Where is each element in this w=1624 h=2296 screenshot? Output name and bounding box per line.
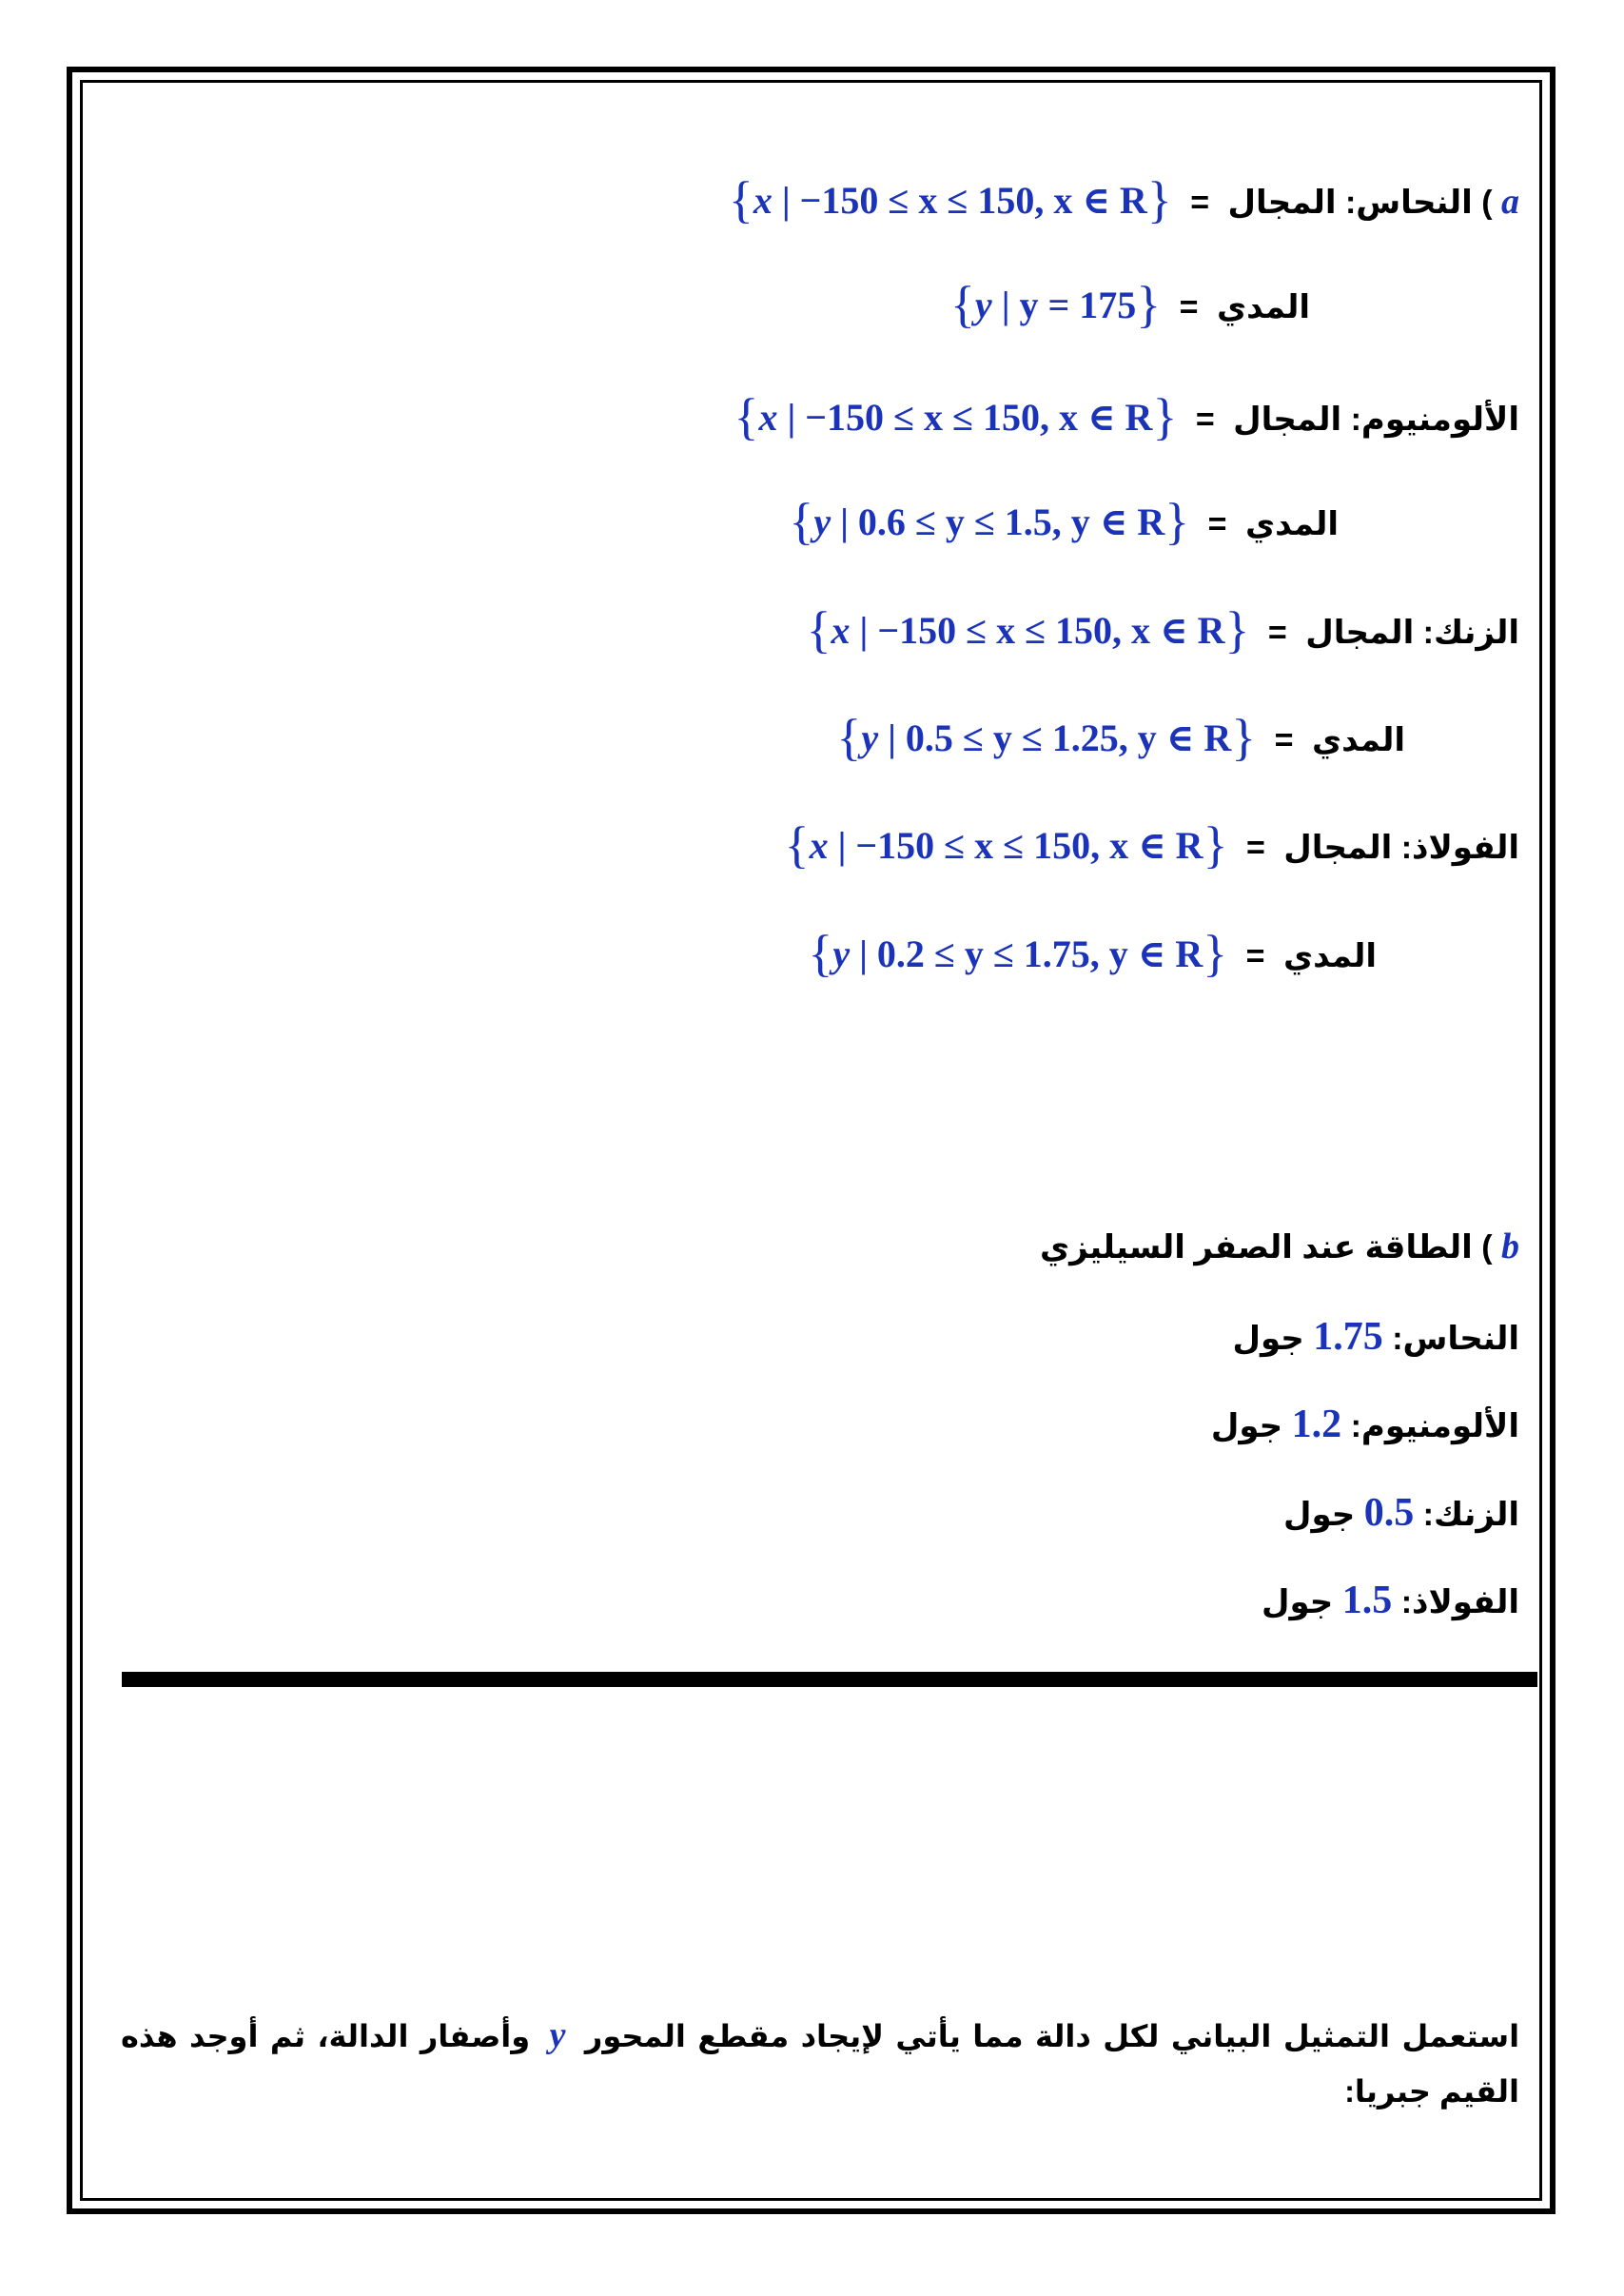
- energy-unit: جول: [1210, 1408, 1283, 1444]
- energy-unit: جول: [1232, 1321, 1304, 1357]
- energy-value: 1.5: [1341, 1579, 1393, 1622]
- instruction-paragraph: [121, 2008, 1519, 2119]
- aluminum-domain-label: الألومنيوم: المجال: [1233, 402, 1519, 438]
- part-b-title-line: [1040, 1218, 1519, 1276]
- zinc-range-line: المدي = {y | 0.5 ≤ y ≤ 1.25, y ∈ R}: [836, 709, 1405, 766]
- energy-value: 1.2: [1291, 1403, 1342, 1446]
- part-a-paren: ): [1481, 185, 1493, 221]
- energy-value: 0.5: [1363, 1491, 1415, 1535]
- zinc-domain-line: الزنك: المجال = {x | −150 ≤ x ≤ 150, x ∈ R}: [806, 601, 1519, 658]
- energy-label: الزنك:: [1422, 1497, 1519, 1533]
- aluminum-range-set: {y | 0.6 ≤ y ≤ 1.5, y ∈ R}: [789, 493, 1190, 550]
- aluminum-domain-line: الألومنيوم: المجال = {x | −150 ≤ x ≤ 150, x ∈ R}: [734, 388, 1519, 445]
- energy-value: 1.75: [1313, 1315, 1383, 1359]
- part-a-letter: a: [1501, 182, 1519, 222]
- part-b-letter: b: [1501, 1226, 1519, 1266]
- instruction-text-start: استعمل التمثيل البياني لكل دالة مما يأتي لإيجاد مقطع المحور: [584, 2019, 1520, 2053]
- steel-range-line: المدي = {y | 0.2 ≤ y ≤ 1.75, y ∈ R}: [808, 925, 1377, 982]
- energy-label: النحاس:: [1392, 1321, 1519, 1357]
- aluminum-range-label: المدي: [1244, 506, 1339, 542]
- copper-domain-set: {x | −150 ≤ x ≤ 150, x ∈ R}: [728, 171, 1172, 228]
- copper-range-line: المدي = {y | y = 175}: [950, 276, 1310, 333]
- copper-range-set: {y | y = 175}: [950, 276, 1162, 333]
- part-b-title: الطاقة عند الصفر السيليزي: [1039, 1229, 1473, 1266]
- instruction-variable: y: [549, 2015, 566, 2055]
- energy-label: الألومنيوم:: [1350, 1408, 1519, 1444]
- section-divider: [122, 1672, 1537, 1687]
- copper-domain-line: a ) النحاس: المجال = {x | −150 ≤ x ≤ 150, x ∈ R}: [728, 171, 1519, 228]
- steel-domain-set: {x | −150 ≤ x ≤ 150, x ∈ R}: [784, 816, 1228, 873]
- zinc-domain-label: الزنك: المجال: [1305, 615, 1519, 651]
- energy-unit: جول: [1282, 1497, 1356, 1533]
- zinc-range-set: {y | 0.5 ≤ y ≤ 1.25, y ∈ R}: [836, 709, 1257, 766]
- zinc-domain-set: {x | −150 ≤ x ≤ 150, x ∈ R}: [806, 601, 1250, 658]
- energy-copper-line: [1232, 1308, 1519, 1367]
- aluminum-range-line: المدي = {y | 0.6 ≤ y ≤ 1.5, y ∈ R}: [789, 493, 1339, 550]
- aluminum-domain-set: {x | −150 ≤ x ≤ 150, x ∈ R}: [734, 388, 1178, 445]
- steel-range-label: المدي: [1282, 938, 1377, 974]
- energy-aluminum-line: [1211, 1396, 1519, 1455]
- steel-domain-line: الفولاذ: المجال = {x | −150 ≤ x ≤ 150, x ∈ R}: [784, 816, 1519, 873]
- steel-domain-label: الفولاذ: المجال: [1283, 830, 1519, 866]
- instruction-text-end: وأصفار الدالة، ثم أوجد هذه القيم جبريا:: [121, 2019, 1519, 2109]
- energy-label: الفولاذ:: [1400, 1584, 1519, 1620]
- zinc-range-label: المدي: [1311, 722, 1405, 758]
- steel-range-set: {y | 0.2 ≤ y ≤ 1.75, y ∈ R}: [808, 925, 1228, 982]
- energy-steel-line: [1262, 1572, 1519, 1631]
- energy-zinc-line: [1283, 1484, 1519, 1543]
- copper-range-label: المدي: [1216, 289, 1310, 325]
- part-b-paren: ): [1481, 1229, 1493, 1266]
- copper-domain-label: النحاس: المجال: [1227, 185, 1473, 221]
- energy-unit: جول: [1261, 1584, 1334, 1620]
